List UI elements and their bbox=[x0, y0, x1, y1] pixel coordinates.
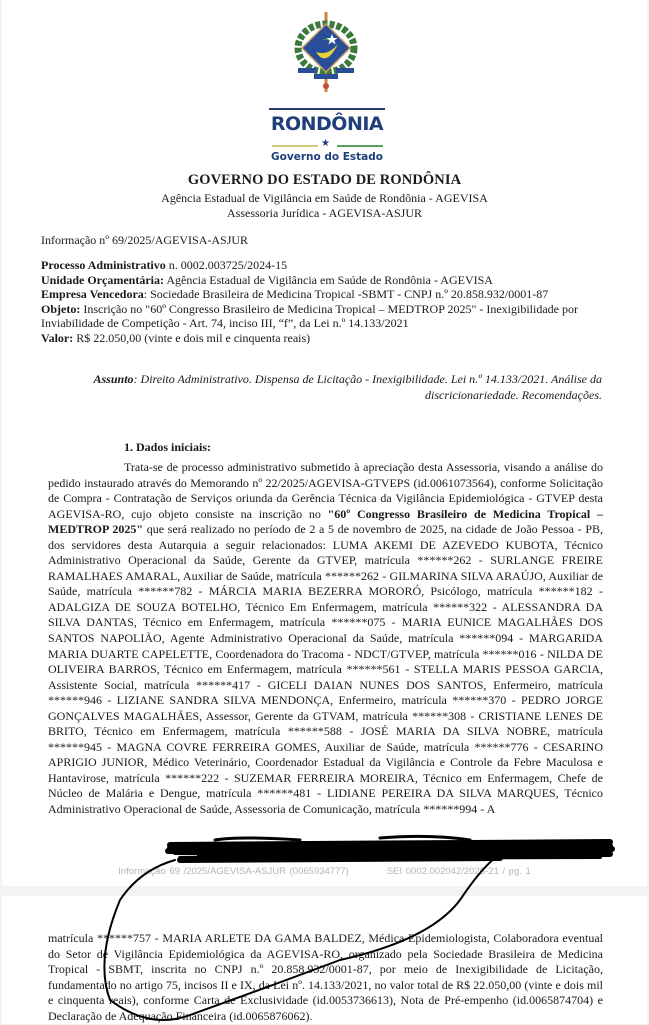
empresa-label: Empresa Vencedora bbox=[41, 287, 144, 301]
processo-label: Processo Administrativo bbox=[41, 258, 166, 272]
rondonia-government-logo bbox=[264, 10, 390, 163]
agency-name: Agência Estadual de Vigilância em Saúde de Rondônia - AGEVISA bbox=[161, 191, 488, 205]
valor-value: R$ 22.050,00 (vinte e dois mil e cinquenta reais) bbox=[73, 330, 311, 345]
empresa-row bbox=[41, 287, 611, 302]
body-paragraph bbox=[48, 460, 603, 818]
unidade-value: Agência Estadual de Vigilância em Saúde de Rondônia - AGEVISA bbox=[163, 272, 493, 287]
objeto-value: Inscrição no "60º Congresso Brasileiro de Medicina Tropical – MEDTROP 2025" - Inexigibilidade por Inviabilidade de Competição - Art. 74, inciso III, “f”, da Lei n.º 14.133/2021 bbox=[41, 301, 578, 330]
congress-name: "60º Congresso Brasileiro de Medicina Tropical – MEDTROP 2025" bbox=[48, 506, 603, 537]
document-page-1 bbox=[2, 0, 647, 886]
objeto-row bbox=[41, 302, 611, 331]
footer-sei-ref: SEI 0002.002042/2025-21 / pg. 1 bbox=[386, 866, 531, 877]
objeto-label: Objeto: bbox=[41, 301, 81, 316]
processo-row bbox=[41, 258, 611, 273]
processo-value: n. 0002.003725/2024-15 bbox=[165, 258, 288, 272]
document-page-2 bbox=[2, 896, 647, 1024]
subject-block bbox=[52, 372, 602, 403]
page-footer bbox=[2, 866, 647, 877]
subject-text: : Direito Administrativo. Dispensa de Licitação - Inexigibilidade. Lei n.º 14.133/2021. Análise da discricionariedade. Recomendações. bbox=[133, 372, 602, 402]
unidade-row bbox=[41, 273, 611, 288]
logo-rule bbox=[269, 108, 385, 110]
paragraph-staff-list: que será realizado no período de 2 a 5 de novembro de 2025, na cidade de João Pessoa - PB, dos servidores desta Autarquia a seguir relacionados: LUMA AKEMI DE AZEVEDO KUBOTA, Técnico Administrativo Operacional da Saúde, Gerente da GTVEP, matrícula ******262 - SURLANGE FREIRE RAMALHAES AMARAL, Auxiliar de Saúde, matrícula ******262 - GILMARINA SILVA ARAÚJO, Auxiliar de Saúde, matrícula ******782 - MÁRCIA MARIA BEZERRA MORORÓ, Psicólogo, matrícula ******182 - ADALGIZA DE SOUZA BOTELHO, Técnico Em Enfermagem, matrícula ******322 - ALESSANDRA DA SILVA DANTAS, Técnico em Enfermagem, matrícula ******075 - MARIA EUNICE MAGALHÃES DOS SANTOS NAPOLIÃO, Agente Administrativo Operacional da Saúde, matrícula ******094 - MARGARIDA MARIA DUARTE CAPELETTE, Coordenadora do Tracoma - NDCT/GTVEP, matrícula ******016 - NILDA DE OLIVEIRA BARROS, Técnico em Enfermagem, matrícula ******561 - STELLA MARIS PESSOA GARCIA, Assistente Social, matrícula ******417 - GICELI DAIAN NUNES DOS SANTOS, Enfermeiro, matrícula ******946 - LIZIANE SANDRA SILVA MENDONÇA, Enfermeiro, matrícula ******370 - PEDRO JORGE GONÇALVES MAGALHÃES, Assessor, Gerente da GTVAM, matrícula ******308 - CRISTIANE LENES DE BRITO, Técnico em Enfermagem, matrícula ******588 - JOSÉ MARIA DA SILVA NOBRE, matrícula ******945 - MAGNA COVRE FERREIRA GOMES, Auxiliar de Saúde, matrícula ******776 - CESARINO APRIGIO JUNIOR, Médico Veterinário, Coordenador Estadual da Vigilância e Controle da Febre Maculosa e Hantavirose, matrícula ******222 - SUZEMAR FERREIRA MOREIRA, Técnico em Enfermagem, Chefe de Núcleo de Malária e Dengue, matrícula ******481 - LIDIANE PEREIRA DA SILVA MARQUES, Técnico Administrativo Operacional de Saúde, Assessoria de Comunicação, matrícula ******994 - A bbox=[48, 522, 603, 817]
unidade-label: Unidade Orçamentária: bbox=[41, 272, 164, 287]
section-title: 1. Dados iniciais: bbox=[124, 440, 212, 454]
logo-subtitle: Governo do Estado bbox=[271, 151, 383, 163]
government-title: GOVERNO DO ESTADO DE RONDÔNIA bbox=[187, 172, 462, 188]
process-metadata bbox=[41, 258, 611, 345]
empresa-value: : Sociedade Brasileira de Medicina Tropical -SBMT - CNPJ n.º 20.858.932/0001-87 bbox=[143, 287, 549, 301]
valor-label: Valor: bbox=[41, 330, 74, 345]
logo-title: RONDÔNIA bbox=[270, 113, 384, 135]
department-name: Assessoria Jurídica - AGEVISA-ASJUR bbox=[227, 206, 422, 220]
paragraph-intro: Trata-se de processo administrativo submetido à apreciação desta Assessoria, visando a análise do pedido instaurado através do Memorando nº 22/2025/AGEVISA-GTVEPS (id.0061073564), conforme Solicitação de Compra - Contratação de Serviços oriunda da Gerência Técnica da Vigilância Epidemiológica - GTVEP desta AGEVISA-RO, cujo objeto consiste na inscrição no bbox=[48, 460, 603, 521]
logo-separator-green bbox=[337, 145, 383, 147]
info-number: Informação nº 69/2025/AGEVISA-ASJUR bbox=[41, 233, 249, 247]
subject-label: Assunto bbox=[93, 372, 134, 386]
star-icon: ★ bbox=[321, 138, 330, 149]
footer-doc-ref: Informação 69 /2025/AGEVISA-ASJUR (0065934777) bbox=[118, 866, 349, 877]
state-coat-of-arms-icon bbox=[292, 10, 360, 98]
valor-row bbox=[41, 331, 611, 346]
body-paragraph-continued: matrícula ******757 - MARIA ARLETE DA GAMA BALDEZ, Médica Epidemiologista, Colaboradora eventual do Setor de Vigilância Epidemiológica da AGEVISA-RO, organizado pela Sociedade Brasileira de Medicina Tropical - SBMT, inscrita no CNPJ n.º 20.858.932/0001-87, por meio de Inexigibilidade de Licitação, fundamentado no artigo 75, incisos II e IX, da Lei nº. 14.133/2021, no valor total de R$ 22.050,00 (vinte e dois mil e cinquenta reais), conforme Carta de Exclusividade (id.0053736613), Nota de Pré-empenho (id.0065874704) e Declaração de Adequação Financeira (id.0065876062). bbox=[48, 931, 603, 1023]
logo-separator-gold bbox=[272, 145, 318, 147]
